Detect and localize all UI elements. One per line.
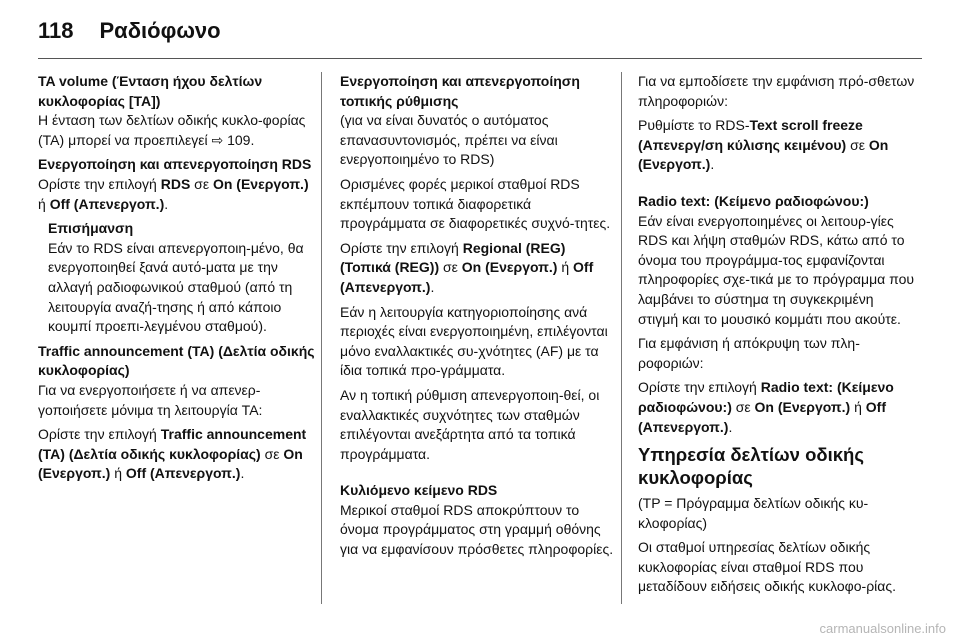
page-number: 118 — [38, 18, 74, 43]
tp-p1: (TP = Πρόγραμμα δελτίων οδικής κυ-κλοφορίας) — [638, 495, 869, 531]
ta-volume-heading: TA volume (Ένταση ήχου δελτίων κυκλοφορίας [TA]) — [38, 73, 263, 109]
column-3 — [638, 72, 916, 602]
column-divider — [621, 72, 622, 604]
scroll-instruction: Ρυθμίστε το RDS-Text scroll freeze (Απενεργ/ση κύλισης κειμένου) σε On (Ενεργοπ.). — [638, 117, 889, 173]
page-title: Ραδιόφωνο — [99, 18, 221, 43]
page-header — [38, 18, 221, 48]
regional-instruction: Ορίστε την επιλογή Regional (REG) (Τοπικά (REG)) σε On (Ενεργοπ.) ή Off (Απενεργοπ.). — [340, 239, 594, 295]
tp-p2: Οι σταθμοί υπηρεσίας δελτίων οδικής κυκλοφορίας είναι σταθμοί RDS που μεταδίδουν ειδήσεις οδικής κυκλοφο-ρίας. — [638, 539, 896, 595]
note-heading: Επισήμανση — [48, 220, 134, 237]
regional-p1: (για να είναι δυνατός ο αυτόματος επανασυντονισμός, πρέπει να είναι ενεργοποιημένο το RDS) — [340, 112, 558, 168]
radiotext-heading: Radio text: (Κείμενο ραδιοφώνου:) — [638, 192, 869, 209]
radiotext-p2: Για εμφάνιση ή απόκρυψη των πλη-ροφοριών: — [638, 335, 860, 371]
traffic-text: Για να ενεργοποιήσετε ή να απενερ-γοποιήσετε μόνιμα τη λειτουργία TA: — [38, 381, 263, 418]
regional-p5: Αν η τοπική ρύθμιση απενεργοποιη-θεί, οι εναλλακτικές συχνότητες των σταθμών επιλέγονται ανεξάρτητα από τα τοπικά προγράμματα. — [340, 386, 600, 462]
header-rule — [38, 58, 922, 59]
page-ref-arrow-icon: ⇨ — [211, 131, 224, 148]
traffic-heading: Traffic announcement (TA) (Δελτία οδικής κυκλοφορίας) — [38, 342, 315, 379]
scroll-text: Μερικοί σταθμοί RDS αποκρύπτουν το όνομα προγράμματος στη γραμμή οθόνης για να εμφανίσουν πρόσθετες πληροφορίες. — [340, 501, 614, 558]
watermark: carmanualsonline.info — [819, 621, 946, 636]
column-1 — [38, 72, 316, 489]
rds-instruction: Ορίστε την επιλογή RDS σε On (Ενεργοπ.) ή Off (Απενεργοπ.). — [38, 175, 309, 212]
tp-heading: Υπηρεσία δελτίων οδικής κυκλοφορίας — [638, 444, 864, 489]
radiotext-p1: Εάν είναι ενεργοποιημένες οι λειτουρ-γίες RDS και λήψη σταθμών RDS, κάτω από το όνομα του προγράμμα-τος εμφανίζονται πληροφορίες σχε-τικά με το πρόγραμμα που λαμβάνει το σύστημα τη συγκεκριμένη στιγμή και το μουσικό κομμάτι που ακούτε. — [638, 212, 915, 327]
scroll-p1: Για να εμποδίσετε την εμφάνιση πρό-σθετων πληροφοριών: — [638, 73, 915, 109]
regional-p2: Ορισμένες φορές μερικοί σταθμοί RDS εκπέμπουν τοπικά διαφορετικά προγράμματα σε διαφορετικές συχνό-τητες. — [340, 175, 611, 232]
radiotext-instruction: Ορίστε την επιλογή Radio text: (Κείμενο ραδιοφώνου:) σε On (Ενεργοπ.) ή Off (Απενεργοπ.). — [638, 379, 894, 435]
ta-volume-text: Η ένταση των δελτίων οδικής κυκλο-φορίας (TA) μπορεί να προεπιλεγεί ⇨ 109. — [38, 112, 306, 148]
regional-p4: Εάν η λειτουργία κατηγοριοποίησης ανά περιοχές είναι ενεργοποιημένη, επιλέγονται μόνο εναλλακτικές συ-χνότητες (AF) με τα ίδια τοπικά προ-γράμματα. — [340, 303, 608, 379]
note-box — [48, 219, 316, 337]
note-text: Εάν το RDS είναι απενεργοποιη-μένο, θα ενεργοποιηθεί ξανά αυτό-ματα με την αλλαγή ραδιοφωνικού σταθμού (από τη λειτουργία αναζή-τησης ή από κάποιο κουμπί προεπι-λεγμένου σταθμού). — [48, 239, 304, 335]
scroll-heading: Κυλιόμενο κείμενο RDS — [340, 482, 498, 499]
rds-heading: Ενεργοποίηση και απενεργοποίηση RDS — [38, 156, 312, 173]
column-divider — [321, 72, 322, 604]
column-2 — [340, 72, 618, 565]
regional-heading: Ενεργοποίηση και απενεργοποίηση τοπικής ρύθμισης — [340, 73, 580, 109]
traffic-instruction: Ορίστε την επιλογή Traffic announcement (TA) (Δελτία οδικής κυκλοφορίας) σε On (Ενεργοπ.) ή Off (Απενεργοπ.). — [38, 426, 307, 482]
